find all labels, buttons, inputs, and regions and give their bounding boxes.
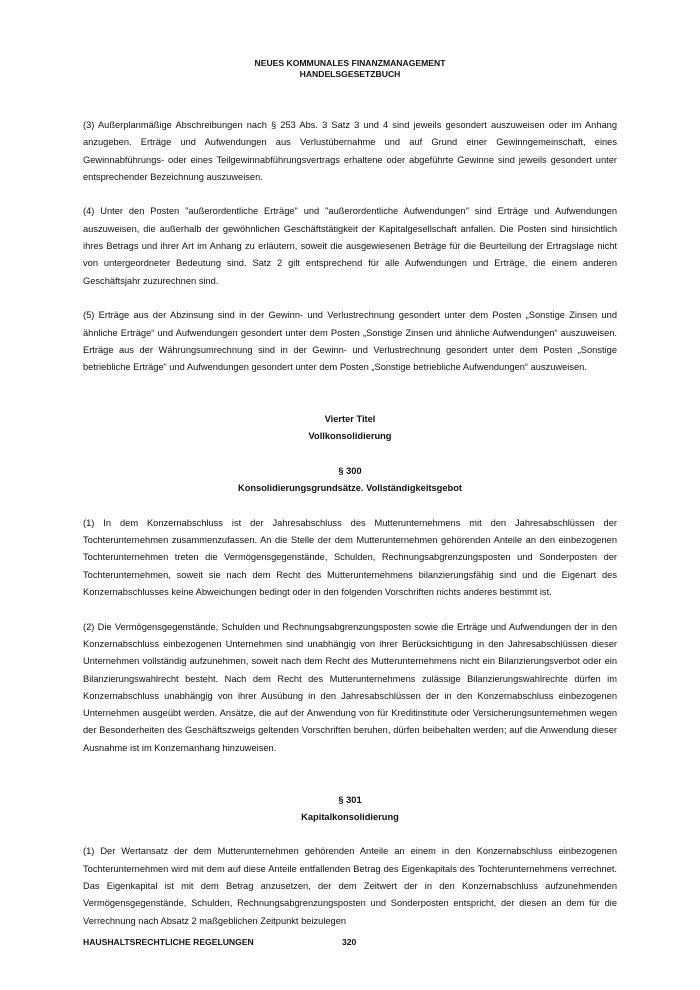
paragraph-4: (4) Unter den Posten "außerordentliche Erträge" und "außerordentliche Aufwendungen" sind Erträge und Aufwendungen auszuweisen, die außerhalb der gewöhnlichen Geschäftstätigkeit der Kapitalgesellschaft anfallen. Die Posten sind hinsichtlich ihres Betrags und ihrer Art im Anhang zu erläutern, soweit die ausgewiesenen Beträge für die Beurteilung der Ertragslage nicht von untergeordneter Bedeutung sind. Satz 2 gilt entsprechend für alle Aufwendungen und Erträge, die einem anderen Geschäftsjahr zuzurechnen sind. (83, 206, 617, 286)
spacer (83, 446, 617, 463)
paragraph-3: (3) Außerplanmäßige Abschreibungen nach § 253 Abs. 3 Satz 3 und 4 sind jeweils gesondert auszuweisen oder im Anhang anzugeben. Erträge und Aufwendungen aus Verlustübernahme und auf Grund einer Gewinngemeinschaft, eines Gewinnabführungs- oder eines Teilgewinnabführungsvertrags erhaltene oder abgeführte Gewinne sind jeweils gesondert unter entsprechender Bezeichnung auszuweisen. (83, 120, 617, 182)
page-header (0, 58, 700, 79)
section-300-paragraph-1: (1) In dem Konzernabschluss ist der Jahresabschluss des Mutterunternehmens mit den Jahresabschlüssen der Tochterunternehmen zusammenzufassen. An die Stelle der dem Mutterunternehmen gehörenden Anteile an den einbezogenen Tochterunternehmen treten die Vermögensgegenstände, Schulden, Rechnungsabgrenzungsposten und Sonderposten der Tochterunternehmen, soweit sie nach dem Recht des Mutterunternehmens bilanzierungsfähig sind und die Eigenart des Konzernabschlusses keine Abweichungen bedingt oder in den folgenden Vorschriften nichts anderes bestimmt ist. (83, 517, 617, 598)
section-301-number: § 301 (338, 794, 362, 805)
page-content (83, 117, 617, 947)
spacer (83, 394, 617, 411)
header-line-1: NEUES KOMMUNALES FINANZMANAGEMENT (254, 58, 446, 68)
section-300-title: Konsolidierungsgrundsätze. Vollständigkeitsgebot (237, 483, 462, 494)
spacer (83, 826, 617, 843)
section-301-title: Kapitalkonsolidierung (301, 811, 399, 822)
title-subheading: Vollkonsolidierung (308, 431, 392, 442)
section-300-number: § 300 (338, 465, 362, 476)
section-301-paragraph-1: (1) Der Wertansatz der dem Mutterunternehmen gehörenden Anteile an einem in den Konzernabschluss einbezogenen Tochterunternehmen wird mit dem auf diese Anteile entfallenden Betrag des Eigenkapitals des Tochterunternehmens verrechnet. Das Eigenkapital ist mit dem Betrag anzusetzen, der dem Zeitwert der in den Konzernabschluss aufzunehmenden Vermögensgegenstände, Schulden, Rechnungsabgrenzungsposten und Sonderposten entspricht, der diesen an dem für die Verrechnung nach Absatz 2 maßgeblichen Zeitpunkt beizulegen (83, 846, 617, 926)
page-number: 320 (342, 937, 357, 947)
spacer (83, 498, 617, 515)
title-heading: Vierter Titel (324, 414, 376, 425)
spacer (83, 774, 617, 791)
header-line-2: HANDELSGESETZBUCH (299, 68, 401, 79)
footer-title: HAUSHALTSRECHTLICHE REGELUNGEN (83, 937, 254, 947)
paragraph-5: (5) Erträge aus der Abzinsung sind in der Gewinn- und Verlustrechnung gesondert unter dem Posten „Sonstige Zinsen und ähnliche Erträge“ und Aufwendungen gesondert unter dem Posten „Sonstige Zinsen und ähnliche Aufwendungen“ auszuweisen. Erträge aus der Währungsumrechnung sind in der Gewinn- und Verlustrechnung gesondert unter dem Posten „Sonstige betriebliche Erträge“ und Aufwendungen gesondert unter dem Posten „Sonstige betriebliche Aufwendungen“ auszuweisen. (83, 310, 617, 373)
section-300-paragraph-2: (2) Die Vermögensgegenstände, Schulden und Rechnungsabgrenzungsposten sowie die Erträge und Aufwendungen der in den Konzernabschluss einbezogenen Unternehmen sind unabhängig von ihrer Berücksichtigung in den Jahresabschlüssen dieser Unternehmen vollständig aufzunehmen, soweit nach dem Recht des Mutterunternehmens nicht ein Bilanzierungsverbot oder ein Bilanzierungswahlrecht besteht. Nach dem Recht des Mutterunternehmens zulässige Bilanzierungswahlrechte dürfen im Konzernabschluss unabhängig von ihrer Ausübung in den Jahresabschlüssen der in den Konzernabschluss einbezogenen Unternehmen ausgeübt werden. Ansätze, die auf der Anwendung von für Kreditinstitute oder Versicherungsunternehmen wegen der Besonderheiten des Geschäftszweigs geltenden Vorschriften beruhen, dürfen beibehalten werden; auf die Anwendung dieser Ausnahme ist im Konzernanhang hinzuweisen. (83, 621, 617, 753)
